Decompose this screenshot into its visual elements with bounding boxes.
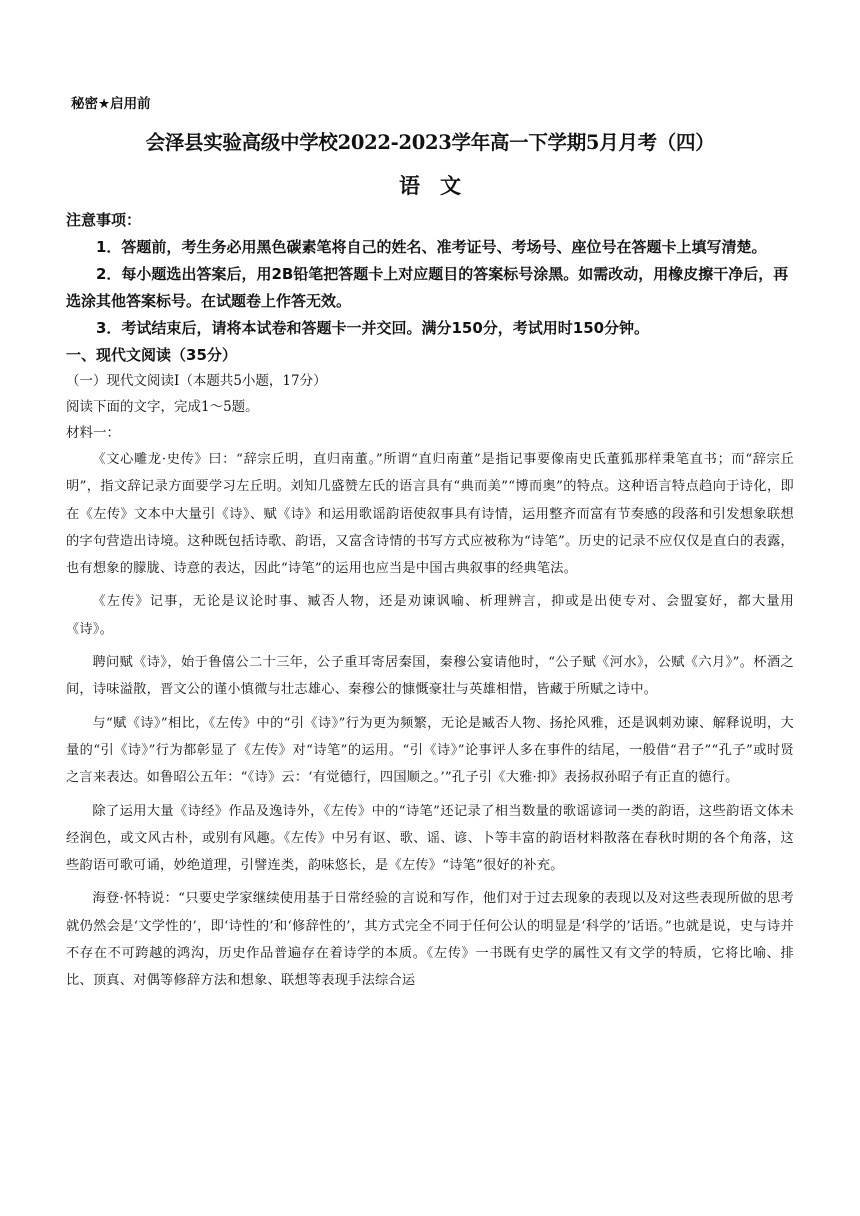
passage-paragraph: 聘问赋《诗》，始于鲁僖公二十三年，公子重耳寄居秦国，秦穆公宴请他时，“公子赋《河水》，公赋《六月》”。杯酒之间，诗味溢散，晋文公的谨小慎微与壮志雄心、秦穆公的慷慨豪壮与英雄相惜，皆藏于所赋之诗中。 xyxy=(66,655,794,698)
passage-paragraph: 《左传》记事，无论是议论时事、臧否人物，还是劝谏讽喻、析理辨言，抑或是出使专对、会盟宴好，都大量用《诗》。 xyxy=(66,594,794,637)
exam-title: 会泽县实验高级中学校2022-2023学年高一下学期5月月考（四） xyxy=(145,131,715,154)
passage-paragraph: 《文心雕龙·史传》曰：“辞宗丘明，直归南董。”所谓“直归南董”是指记事要像南史氏董狐那样秉笔直书；而“辞宗丘明”，指文辞记录方面要学习左丘明。刘知几盛赞左氏的语言具有“典而美”“博而奥”的特点。这种语言特点趋向于诗化，即在《左传》文本中大量引《诗》、赋《诗》和运用歌谣韵语使叙事具有诗情，运用整齐而富有节奏感的段落和引发想象联想的字句营造出诗境。这种既包括诗歌、韵语，又富含诗情的书写方式应被称为“诗笔”。历史的记录不应仅仅是直白的表露，也有想象的朦胧、诗意的表达，因此“诗笔”的运用也应当是中国古典叙事的经典笔法。 xyxy=(66,452,794,577)
subject-title: 语文 xyxy=(399,173,481,198)
reading-instruction: 阅读下面的文字，完成1～5题。 xyxy=(66,399,259,415)
notice-item: 2．每小题选出答案后，用2B铅笔把答题卡上对应题目的答案标号涂黑。如需改动，用橡皮擦干净后，再选涂其他答案标号。在试题卷上作答无效。 xyxy=(66,265,789,310)
notice-item: 1．答题前，考生务必用黑色碳素笔将自己的姓名、准考证号、考场号、座位号在答题卡上填写清楚。 xyxy=(96,238,767,256)
notice-heading: 注意事项： xyxy=(66,211,142,229)
section-heading: 一、现代文阅读（35分） xyxy=(66,346,237,364)
passage-paragraph: 海登·怀特说：“只要史学家继续使用基于日常经验的言说和写作，他们对于过去现象的表现以及对这些表现所做的思考就仍然会是‘文学性的’，即‘诗性的’和‘修辞性的’，其方式完全不同于任何公认的明显是‘科学的’话语。”也就是说，史与诗并不存在不可跨越的鸿沟，历史作品普遍存在着诗学的本质。《左传》一书既有史学的属性又有文学的特质，它将比喻、排比、顶真、对偶等修辞方法和想象、联想等表现手法综合运 xyxy=(66,891,794,989)
notice-item: 3．考试结束后，请将本试卷和答题卡一并交回。满分150分，考试用时150分钟。 xyxy=(96,319,650,337)
material-label: 材料一： xyxy=(66,425,120,441)
passage-paragraph: 与“赋《诗》”相比，《左传》中的“引《诗》”行为更为频繁，无论是臧否人物、扬抡风雅，还是讽刺劝谏、解释说明，大量的“引《诗》”行为都彰显了《左传》对“诗笔”的运用。“引《诗》”论事评人多在事件的结尾，一般借“君子”“孔子”或时贤之言来表达。如鲁昭公五年：“《诗》云：‘有觉德行，四国顺之。’”孔子引《大雅·抑》表扬叔孙昭子有正直的德行。 xyxy=(66,715,794,786)
notice-list xyxy=(66,234,794,342)
subsection-heading: （一）现代文阅读Ⅰ（本题共5小题，17分） xyxy=(66,373,327,389)
confidential-label: 秘密★启用前 xyxy=(71,96,151,112)
passage-paragraph: 除了运用大量《诗经》作品及逸诗外，《左传》中的“诗笔”还记录了相当数量的歌谣谚词一类的韵语，这些韵语文体未经润色，或文风古朴，或别有风趣。《左传》中另有讴、歌、谣、谚、卜等丰富的韵语材料散落在春秋时期的各个角落，这些韵语可歌可诵，妙绝道理，引譬连类，韵味悠长，是《左传》“诗笔”很好的补充。 xyxy=(66,803,794,874)
reading-passage xyxy=(66,446,794,995)
